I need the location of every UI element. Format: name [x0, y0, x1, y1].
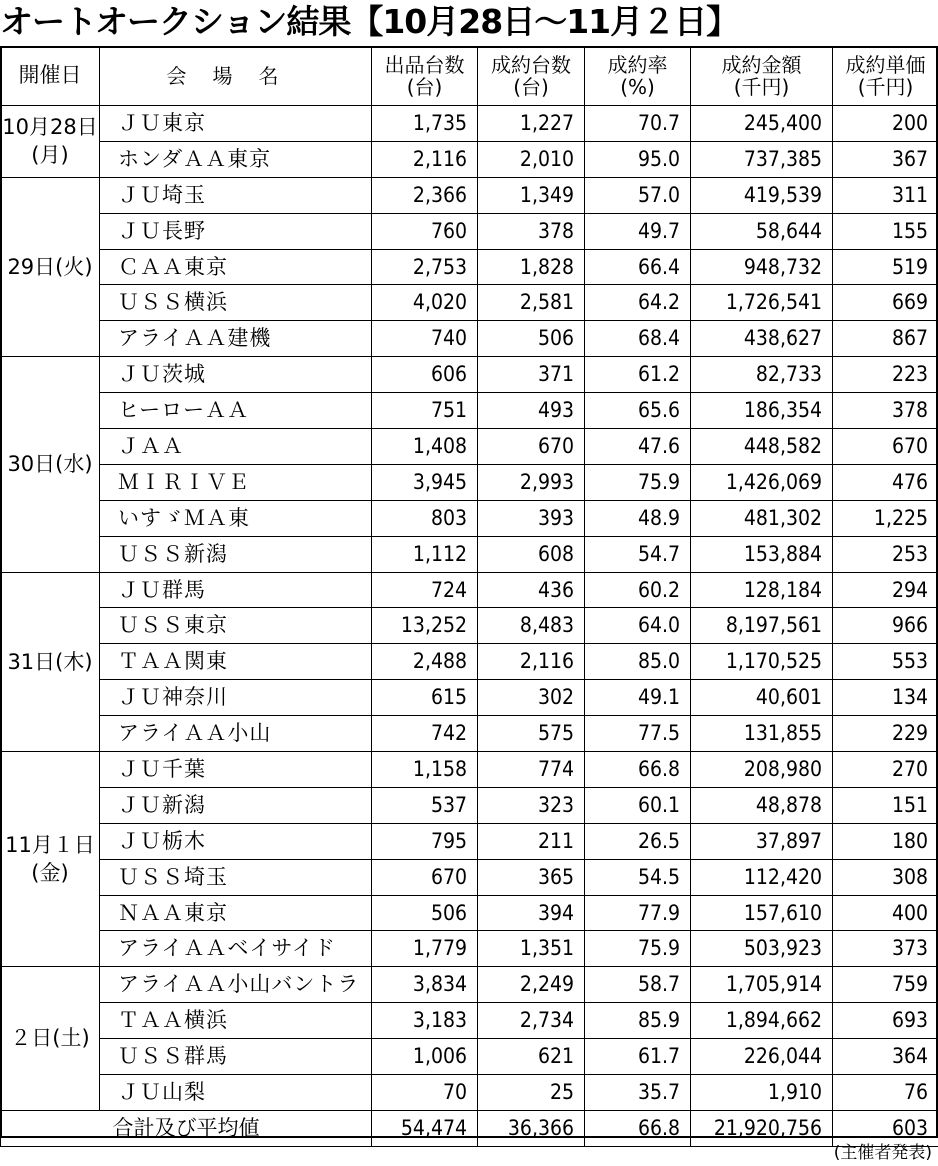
cell-unit: 400 — [833, 895, 938, 931]
cell-amount: 948,732 — [691, 249, 833, 285]
total-row — [1, 1110, 938, 1146]
venue-name: ＪＵ山梨 — [100, 1075, 372, 1111]
cell-listed: 1,408 — [372, 429, 478, 465]
cell-sold: 1,351 — [478, 931, 585, 967]
venue-name: ＪＵ東京 — [100, 106, 372, 142]
cell-rate: 60.1 — [585, 787, 691, 823]
cell-amount: 1,894,662 — [691, 1003, 833, 1039]
cell-listed: 1,006 — [372, 1039, 478, 1075]
cell-unit: 670 — [833, 429, 938, 465]
cell-listed: 1,735 — [372, 106, 478, 142]
cell-unit: 519 — [833, 249, 938, 285]
table-row — [1, 249, 938, 285]
cell-amount: 82,733 — [691, 357, 833, 393]
cell-rate: 85.9 — [585, 1003, 691, 1039]
cell-listed: 537 — [372, 787, 478, 823]
cell-listed: 4,020 — [372, 285, 478, 321]
cell-listed: 2,366 — [372, 177, 478, 213]
venue-name: ＵＳＳ新潟 — [100, 536, 372, 572]
total-rate: 66.8 — [585, 1110, 691, 1146]
date-text: 30日(水) — [7, 452, 93, 477]
cell-unit: 669 — [833, 285, 938, 321]
cell-sold: 621 — [478, 1039, 585, 1075]
venue-name: ヒーローＡＡ — [100, 393, 372, 429]
venue-name: ＪＵ長野 — [100, 213, 372, 249]
header-amount: 成約金額 (千円) — [691, 47, 833, 106]
cell-sold: 2,010 — [478, 141, 585, 177]
cell-rate: 70.7 — [585, 106, 691, 142]
cell-unit: 134 — [833, 680, 938, 716]
cell-listed: 803 — [372, 500, 478, 536]
venue-name: ＮＡＡ東京 — [100, 895, 372, 931]
table-row — [1, 141, 938, 177]
cell-unit: 76 — [833, 1075, 938, 1111]
venue-name: ＣＡＡ東京 — [100, 249, 372, 285]
cell-listed: 795 — [372, 823, 478, 859]
cell-rate: 64.2 — [585, 285, 691, 321]
cell-listed: 506 — [372, 895, 478, 931]
venue-name: ＭＩＲＩＶＥ — [100, 464, 372, 500]
cell-amount: 1,726,541 — [691, 285, 833, 321]
cell-amount: 153,884 — [691, 536, 833, 572]
table-row — [1, 680, 938, 716]
table-row — [1, 500, 938, 536]
cell-amount: 128,184 — [691, 572, 833, 608]
cell-unit: 367 — [833, 141, 938, 177]
venue-name: ＪＵ神奈川 — [100, 680, 372, 716]
cell-unit: 476 — [833, 464, 938, 500]
table-row — [1, 644, 938, 680]
venue-name: ホンダＡＡ東京 — [100, 141, 372, 177]
cell-listed: 670 — [372, 859, 478, 895]
cell-rate: 49.1 — [585, 680, 691, 716]
cell-unit: 759 — [833, 967, 938, 1003]
cell-listed: 1,158 — [372, 752, 478, 788]
cell-sold: 211 — [478, 823, 585, 859]
cell-sold: 2,116 — [478, 644, 585, 680]
cell-amount: 245,400 — [691, 106, 833, 142]
cell-listed: 2,116 — [372, 141, 478, 177]
cell-rate: 48.9 — [585, 500, 691, 536]
cell-sold: 2,734 — [478, 1003, 585, 1039]
date-text: 31日(木) — [7, 649, 93, 674]
cell-rate: 65.6 — [585, 393, 691, 429]
cell-listed: 742 — [372, 716, 478, 752]
cell-unit: 229 — [833, 716, 938, 752]
date-cell — [1, 752, 100, 967]
cell-amount: 448,582 — [691, 429, 833, 465]
cell-listed: 760 — [372, 213, 478, 249]
cell-listed: 615 — [372, 680, 478, 716]
cell-amount: 37,897 — [691, 823, 833, 859]
header-rate: 成約率 (%) — [585, 47, 691, 106]
cell-unit: 270 — [833, 752, 938, 788]
cell-sold: 394 — [478, 895, 585, 931]
total-sold: 36,366 — [478, 1110, 585, 1146]
venue-name: ＪＵ栃木 — [100, 823, 372, 859]
venue-name: ＪＵ茨城 — [100, 357, 372, 393]
cell-unit: 364 — [833, 1039, 938, 1075]
cell-amount: 131,855 — [691, 716, 833, 752]
cell-unit: 151 — [833, 787, 938, 823]
cell-rate: 61.2 — [585, 357, 691, 393]
cell-sold: 2,249 — [478, 967, 585, 1003]
header-venue: 会場名 — [100, 47, 372, 106]
cell-sold: 774 — [478, 752, 585, 788]
cell-rate: 57.0 — [585, 177, 691, 213]
cell-unit: 693 — [833, 1003, 938, 1039]
cell-listed: 740 — [372, 321, 478, 357]
cell-listed: 13,252 — [372, 608, 478, 644]
cell-unit: 311 — [833, 177, 938, 213]
cell-amount: 1,426,069 — [691, 464, 833, 500]
table-row — [1, 1003, 938, 1039]
venue-name: ＪＡＡ — [100, 429, 372, 465]
cell-rate: 49.7 — [585, 213, 691, 249]
venue-name: アライＡＡ小山バントラ — [100, 967, 372, 1003]
cell-listed: 3,945 — [372, 464, 478, 500]
cell-unit: 253 — [833, 536, 938, 572]
header-listed: 出品台数 (台) — [372, 47, 478, 106]
cell-unit: 155 — [833, 213, 938, 249]
header-unit-price: 成約単価 (千円) — [833, 47, 938, 106]
cell-listed: 751 — [372, 393, 478, 429]
venue-name: ＪＵ新潟 — [100, 787, 372, 823]
header-sold: 成約台数 (台) — [478, 47, 585, 106]
venue-name: ＵＳＳ横浜 — [100, 285, 372, 321]
cell-listed: 2,753 — [372, 249, 478, 285]
cell-sold: 1,828 — [478, 249, 585, 285]
cell-listed: 1,779 — [372, 931, 478, 967]
cell-sold: 608 — [478, 536, 585, 572]
date-text: (金) — [31, 861, 69, 886]
table-row — [1, 393, 938, 429]
cell-amount: 503,923 — [691, 931, 833, 967]
date-text: 11月１日 — [5, 832, 95, 857]
date-cell — [1, 106, 100, 178]
cell-sold: 393 — [478, 500, 585, 536]
total-listed: 54,474 — [372, 1110, 478, 1146]
cell-unit: 966 — [833, 608, 938, 644]
cell-amount: 186,354 — [691, 393, 833, 429]
cell-amount: 1,705,914 — [691, 967, 833, 1003]
table-row — [1, 716, 938, 752]
cell-rate: 54.5 — [585, 859, 691, 895]
date-text: (月) — [31, 143, 69, 168]
cell-rate: 66.4 — [585, 249, 691, 285]
table-row — [1, 213, 938, 249]
table-row — [1, 536, 938, 572]
cell-rate: 75.9 — [585, 931, 691, 967]
date-cell — [1, 177, 100, 356]
cell-sold: 323 — [478, 787, 585, 823]
table-row — [1, 321, 938, 357]
cell-sold: 2,993 — [478, 464, 585, 500]
cell-amount: 8,197,561 — [691, 608, 833, 644]
table-row — [1, 1039, 938, 1075]
table-row — [1, 823, 938, 859]
date-text: ２日(土) — [10, 1026, 90, 1051]
table-row — [1, 931, 938, 967]
cell-rate: 68.4 — [585, 321, 691, 357]
cell-unit: 378 — [833, 393, 938, 429]
cell-unit: 223 — [833, 357, 938, 393]
cell-amount: 208,980 — [691, 752, 833, 788]
cell-rate: 60.2 — [585, 572, 691, 608]
venue-name: ＵＳＳ埼玉 — [100, 859, 372, 895]
cell-unit: 1,225 — [833, 500, 938, 536]
header-date: 開催日 — [1, 47, 100, 106]
table-body — [1, 106, 938, 1147]
total-unit: 603 — [833, 1110, 938, 1146]
cell-amount: 438,627 — [691, 321, 833, 357]
table-row — [1, 752, 938, 788]
date-cell — [1, 572, 100, 751]
venue-name: アライＡＡ小山 — [100, 716, 372, 752]
table-row — [1, 464, 938, 500]
cell-amount: 226,044 — [691, 1039, 833, 1075]
cell-sold: 1,349 — [478, 177, 585, 213]
cell-sold: 493 — [478, 393, 585, 429]
table-row — [1, 608, 938, 644]
cell-sold: 25 — [478, 1075, 585, 1111]
cell-unit: 553 — [833, 644, 938, 680]
total-amount: 21,920,756 — [691, 1110, 833, 1146]
cell-rate: 58.7 — [585, 967, 691, 1003]
cell-unit: 867 — [833, 321, 938, 357]
table-row — [1, 285, 938, 321]
cell-amount: 481,302 — [691, 500, 833, 536]
date-cell — [1, 967, 100, 1111]
cell-listed: 2,488 — [372, 644, 478, 680]
cell-listed: 724 — [372, 572, 478, 608]
cell-amount: 737,385 — [691, 141, 833, 177]
table-row — [1, 787, 938, 823]
cell-amount: 58,644 — [691, 213, 833, 249]
cell-sold: 575 — [478, 716, 585, 752]
cell-rate: 77.5 — [585, 716, 691, 752]
cell-rate: 54.7 — [585, 536, 691, 572]
cell-rate: 35.7 — [585, 1075, 691, 1111]
cell-sold: 365 — [478, 859, 585, 895]
venue-name: ＴＡＡ関東 — [100, 644, 372, 680]
source-note: (主催者発表) — [833, 1143, 932, 1163]
page-title: オートオークション結果【10月28日～11月２日】 — [0, 2, 739, 41]
cell-unit: 294 — [833, 572, 938, 608]
cell-listed: 70 — [372, 1075, 478, 1111]
cell-unit: 308 — [833, 859, 938, 895]
cell-rate: 47.6 — [585, 429, 691, 465]
table-row — [1, 177, 938, 213]
table-row — [1, 106, 938, 142]
cell-amount: 1,170,525 — [691, 644, 833, 680]
table-row — [1, 859, 938, 895]
cell-listed: 3,834 — [372, 967, 478, 1003]
cell-amount: 1,910 — [691, 1075, 833, 1111]
cell-amount: 48,878 — [691, 787, 833, 823]
cell-listed: 3,183 — [372, 1003, 478, 1039]
venue-name: ＵＳＳ群馬 — [100, 1039, 372, 1075]
cell-rate: 95.0 — [585, 141, 691, 177]
total-label: 合計及び平均値 — [1, 1110, 372, 1146]
venue-name: ＪＵ千葉 — [100, 752, 372, 788]
cell-rate: 64.0 — [585, 608, 691, 644]
cell-rate: 66.8 — [585, 752, 691, 788]
cell-sold: 302 — [478, 680, 585, 716]
cell-rate: 77.9 — [585, 895, 691, 931]
table-row — [1, 572, 938, 608]
cell-amount: 112,420 — [691, 859, 833, 895]
cell-unit: 373 — [833, 931, 938, 967]
venue-name: ＪＵ埼玉 — [100, 177, 372, 213]
auction-results-table — [0, 46, 938, 1147]
cell-sold: 1,227 — [478, 106, 585, 142]
venue-name: アライＡＡ建機 — [100, 321, 372, 357]
cell-rate: 61.7 — [585, 1039, 691, 1075]
date-text: 29日(火) — [7, 254, 93, 279]
cell-listed: 606 — [372, 357, 478, 393]
cell-sold: 2,581 — [478, 285, 585, 321]
cell-sold: 670 — [478, 429, 585, 465]
cell-rate: 26.5 — [585, 823, 691, 859]
cell-sold: 436 — [478, 572, 585, 608]
cell-sold: 506 — [478, 321, 585, 357]
table-row — [1, 429, 938, 465]
table-row — [1, 895, 938, 931]
cell-listed: 1,112 — [372, 536, 478, 572]
table-row — [1, 1075, 938, 1111]
cell-rate: 75.9 — [585, 464, 691, 500]
cell-amount: 419,539 — [691, 177, 833, 213]
venue-name: ＪＵ群馬 — [100, 572, 372, 608]
cell-sold: 8,483 — [478, 608, 585, 644]
cell-unit: 180 — [833, 823, 938, 859]
cell-sold: 378 — [478, 213, 585, 249]
date-cell — [1, 357, 100, 572]
cell-sold: 371 — [478, 357, 585, 393]
cell-rate: 85.0 — [585, 644, 691, 680]
venue-name: ＴＡＡ横浜 — [100, 1003, 372, 1039]
venue-name: いすゞＭＡ東 — [100, 500, 372, 536]
cell-unit: 200 — [833, 106, 938, 142]
table-row — [1, 967, 938, 1003]
table-row — [1, 357, 938, 393]
venue-name: アライＡＡベイサイド — [100, 931, 372, 967]
cell-amount: 157,610 — [691, 895, 833, 931]
venue-name: ＵＳＳ東京 — [100, 608, 372, 644]
date-text: 10月28日 — [2, 115, 98, 140]
header-row — [1, 47, 938, 106]
cell-amount: 40,601 — [691, 680, 833, 716]
